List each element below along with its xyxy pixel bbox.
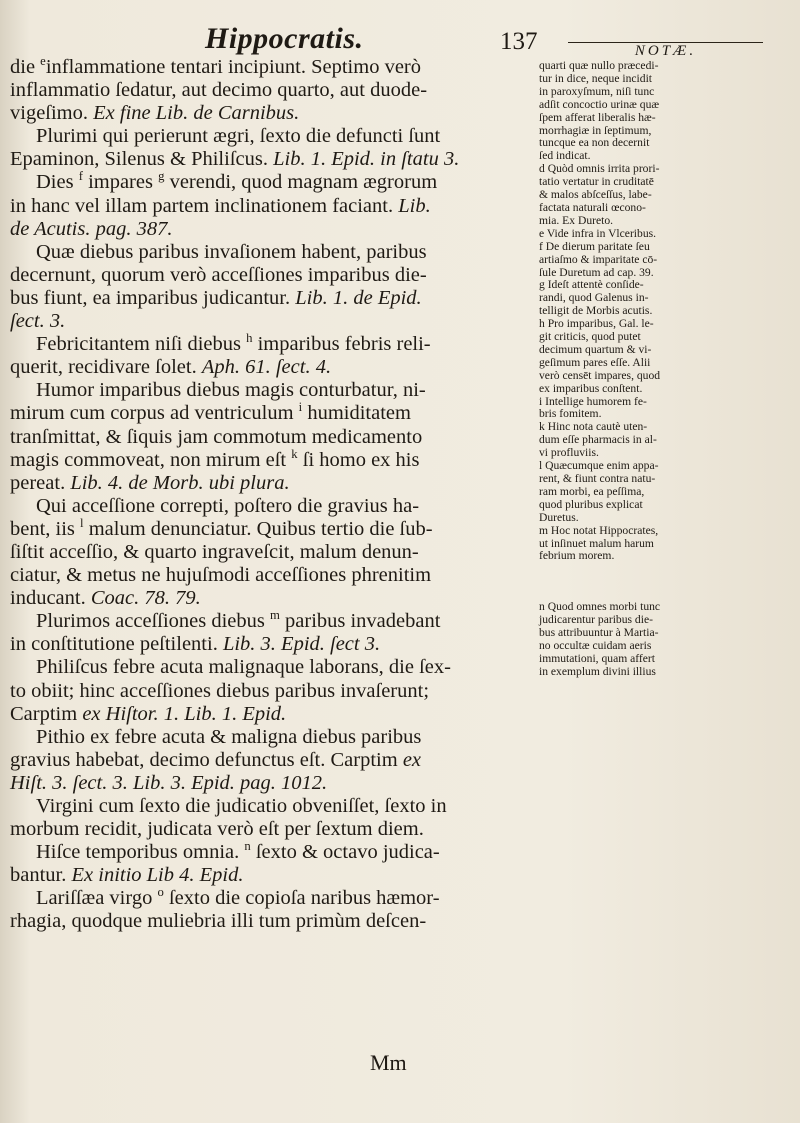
text-line: Carptim ex Hiſtor. 1. Lib. 1. Epid. xyxy=(10,702,287,725)
note-line: adſit concoctio urinæ quæ xyxy=(539,97,660,111)
text-line: magis commoveat, non mirum eſt $^k$ ſi homo ex his xyxy=(10,446,420,471)
text-line: Dies $^f$ impares $^g$ verendi, quod magnam ægrorum xyxy=(36,169,438,194)
note-line: no occultæ cuidam aeris xyxy=(539,639,652,653)
note-line: quarti quæ nullo præcedi- xyxy=(539,59,659,72)
text-line: ciatur, & metus ne hujuſmodi acceſſiones phrenitim xyxy=(10,564,432,587)
note-line: g Ideſt attentè conſide- xyxy=(539,278,644,292)
note-line: tuncque ea non decernit xyxy=(539,136,650,150)
note-line: h Pro imparibus, Gal. le- xyxy=(539,317,654,331)
note-line: ſed indicat. xyxy=(539,149,591,163)
note-line: factata naturali œcono- xyxy=(539,200,646,214)
text-line: bus fiunt, ea imparibus judicantur. Lib. 1. de Epid. xyxy=(10,286,422,309)
catchword: Mm xyxy=(370,1050,407,1075)
text-line: tranſmittat, & ſiquis jam commotum medicamento xyxy=(10,425,423,448)
text-line: bantur. Ex initio Lib 4. Epid. xyxy=(10,864,244,887)
note-line: mia. Ex Dureto. xyxy=(539,213,614,227)
text-line: Plurimos acceſſiones diebus $^m$ paribus invadebant xyxy=(36,608,441,633)
text-line: ſiſtit acceſſio, & quarto ingraveſcit, malum denun- xyxy=(10,540,419,563)
text-line: Plurimi qui perierunt ægri, ſexto die defuncti ſunt xyxy=(36,125,441,148)
note-line: git criticis, quod putet xyxy=(539,330,641,344)
text-line: vigeſimo. Ex fine Lib. de Carnibus. xyxy=(10,102,300,125)
text-line: Quæ diebus paribus invaſionem habent, paribus xyxy=(36,240,427,263)
text-line: gravius habebat, decimo defunctus eſt. Carptim ex xyxy=(10,748,422,771)
text-line: bent, iis $^l$ malum denunciatur. Quibus tertio die ſub- xyxy=(10,516,433,540)
note-line: febrium morem. xyxy=(539,549,615,563)
note-line: verò censēt impares, quod xyxy=(539,368,661,382)
text-line: pereat. Lib. 4. de Morb. ubi plura. xyxy=(10,471,290,494)
note-line: bris fomitem. xyxy=(539,407,602,421)
text-line: Epaminon, Silenus & Philiſcus. Lib. 1. Epid. in ſtatu 3. xyxy=(10,148,460,171)
note-line: bus attribuuntur à Martia- xyxy=(539,626,659,640)
page-number: 137 xyxy=(500,28,538,55)
note-line: n Quod omnes morbi tunc xyxy=(539,600,661,614)
note-line: e Vide infra in Vlceribus. xyxy=(539,226,657,240)
text-line: Philiſcus febre acuta malignaque laborans, die ſex- xyxy=(36,656,451,679)
text-line: die $^e$inflammatione tentari incipiunt. Septimo verò xyxy=(10,54,421,78)
note-line: i Intellige humorem fe- xyxy=(539,394,647,408)
note-line: l Quæcumque enim appa- xyxy=(539,459,659,473)
note-line: artiaſmo & imparitate cō- xyxy=(539,252,658,266)
running-title: Hippocratis. xyxy=(205,22,364,55)
text-line: inflammatio ſedatur, aut decimo quarto, aut duode- xyxy=(10,79,428,102)
note-line: geſimum pares eſſe. Alii xyxy=(539,355,651,369)
note-line: & malos abſceſſus, labe- xyxy=(539,188,652,202)
text-line: ſect. 3. xyxy=(10,310,66,333)
note-line: ſule Duretum ad cap. 39. xyxy=(539,265,654,279)
text-line: Hiſce temporibus omnia. $^n$ ſexto & octavo judica- xyxy=(36,839,440,864)
note-line: tatio vertatur in cruditatē xyxy=(539,175,654,189)
note-line: ram morbi, ea peſſima, xyxy=(539,484,645,498)
note-line: k Hinc nota cautè uten- xyxy=(539,420,648,434)
text-line: decernunt, quorum verò acceſſiones imparibus die- xyxy=(10,263,427,286)
note-line: ſpem afferat liberalis hæ- xyxy=(539,110,656,124)
text-line: Hiſt. 3. ſect. 3. Lib. 3. Epid. pag. 1012. xyxy=(10,771,328,794)
text-line: mirum cum corpus ad ventriculum $^i$ humiditatem xyxy=(10,400,411,425)
note-line: m Hoc notat Hippocrates, xyxy=(539,523,659,537)
text-line: Pithio ex febre acuta & maligna diebus paribus xyxy=(36,725,422,748)
text-line: inducant. Coac. 78. 79. xyxy=(10,587,201,610)
note-line: vi profluviis. xyxy=(539,446,599,460)
note-line: telligit de Morbis acutis. xyxy=(539,304,653,318)
main-text-column xyxy=(10,56,525,934)
note-line: rent, & fiunt contra natu- xyxy=(539,472,656,485)
note-line: randi, quod Galenus in- xyxy=(539,291,649,305)
note-line: tur in dice, neque incidit xyxy=(539,71,653,85)
text-line: rhagia, quodque muliebria illi tum primùm deſcen- xyxy=(10,910,427,933)
text-line: Qui acceſſione correpti, poſtero die gravius ha- xyxy=(36,494,420,517)
note-line: dum eſſe pharmacis in al- xyxy=(539,433,657,447)
note-line: in paroxyſmum, niſi tunc xyxy=(539,84,655,98)
text-line: in conſtitutione peſtilenti. Lib. 3. Epid. ſect 3. xyxy=(10,633,381,656)
note-line: judicarentur paribus die- xyxy=(539,613,653,627)
text-line: in hanc vel illam partem inclinationem faciant. Lib. xyxy=(10,194,431,217)
text-line: Humor imparibus diebus magis conturbatur, ni- xyxy=(36,379,426,402)
note-line: in exemplum divini illius xyxy=(539,664,656,678)
note-line: ex imparibus conſtent. xyxy=(539,381,643,395)
note-line: immutationi, quam affert xyxy=(539,651,656,665)
notes-column xyxy=(539,60,771,679)
text-line: Lariſſæa virgo $^o$ ſexto die copioſa naribus hæmor- xyxy=(36,885,440,910)
text-line: querit, recidivare ſolet. Aph. 61. ſect. 4. xyxy=(10,356,332,379)
text-line: Febricitantem niſi diebus $^h$ imparibus febris reli- xyxy=(36,331,431,356)
note-line: ut inſinuet malum harum xyxy=(539,536,654,550)
text-line: morbum recidit, judicata verò eſt per ſextum diem. xyxy=(10,818,424,841)
note-line: quod pluribus explicat xyxy=(539,497,643,511)
note-line: morrhagiæ in ſeptimum, xyxy=(539,123,652,137)
text-line: to obiit; hinc acceſſiones diebus paribus invaſerunt; xyxy=(10,679,430,702)
note-line: Duretus. xyxy=(539,510,579,524)
note-line: f De dierum paritate ſeu xyxy=(539,239,650,253)
note-line: decimum quartum & vi- xyxy=(539,342,652,356)
notes-heading: NOTÆ. xyxy=(568,42,763,60)
text-line: de Acutis. pag. 387. xyxy=(10,217,173,240)
text-line: Virgini cum ſexto die judicatio obveniſſet, ſexto in xyxy=(36,795,447,817)
note-line: d Quòd omnis irrita prori- xyxy=(539,162,660,176)
